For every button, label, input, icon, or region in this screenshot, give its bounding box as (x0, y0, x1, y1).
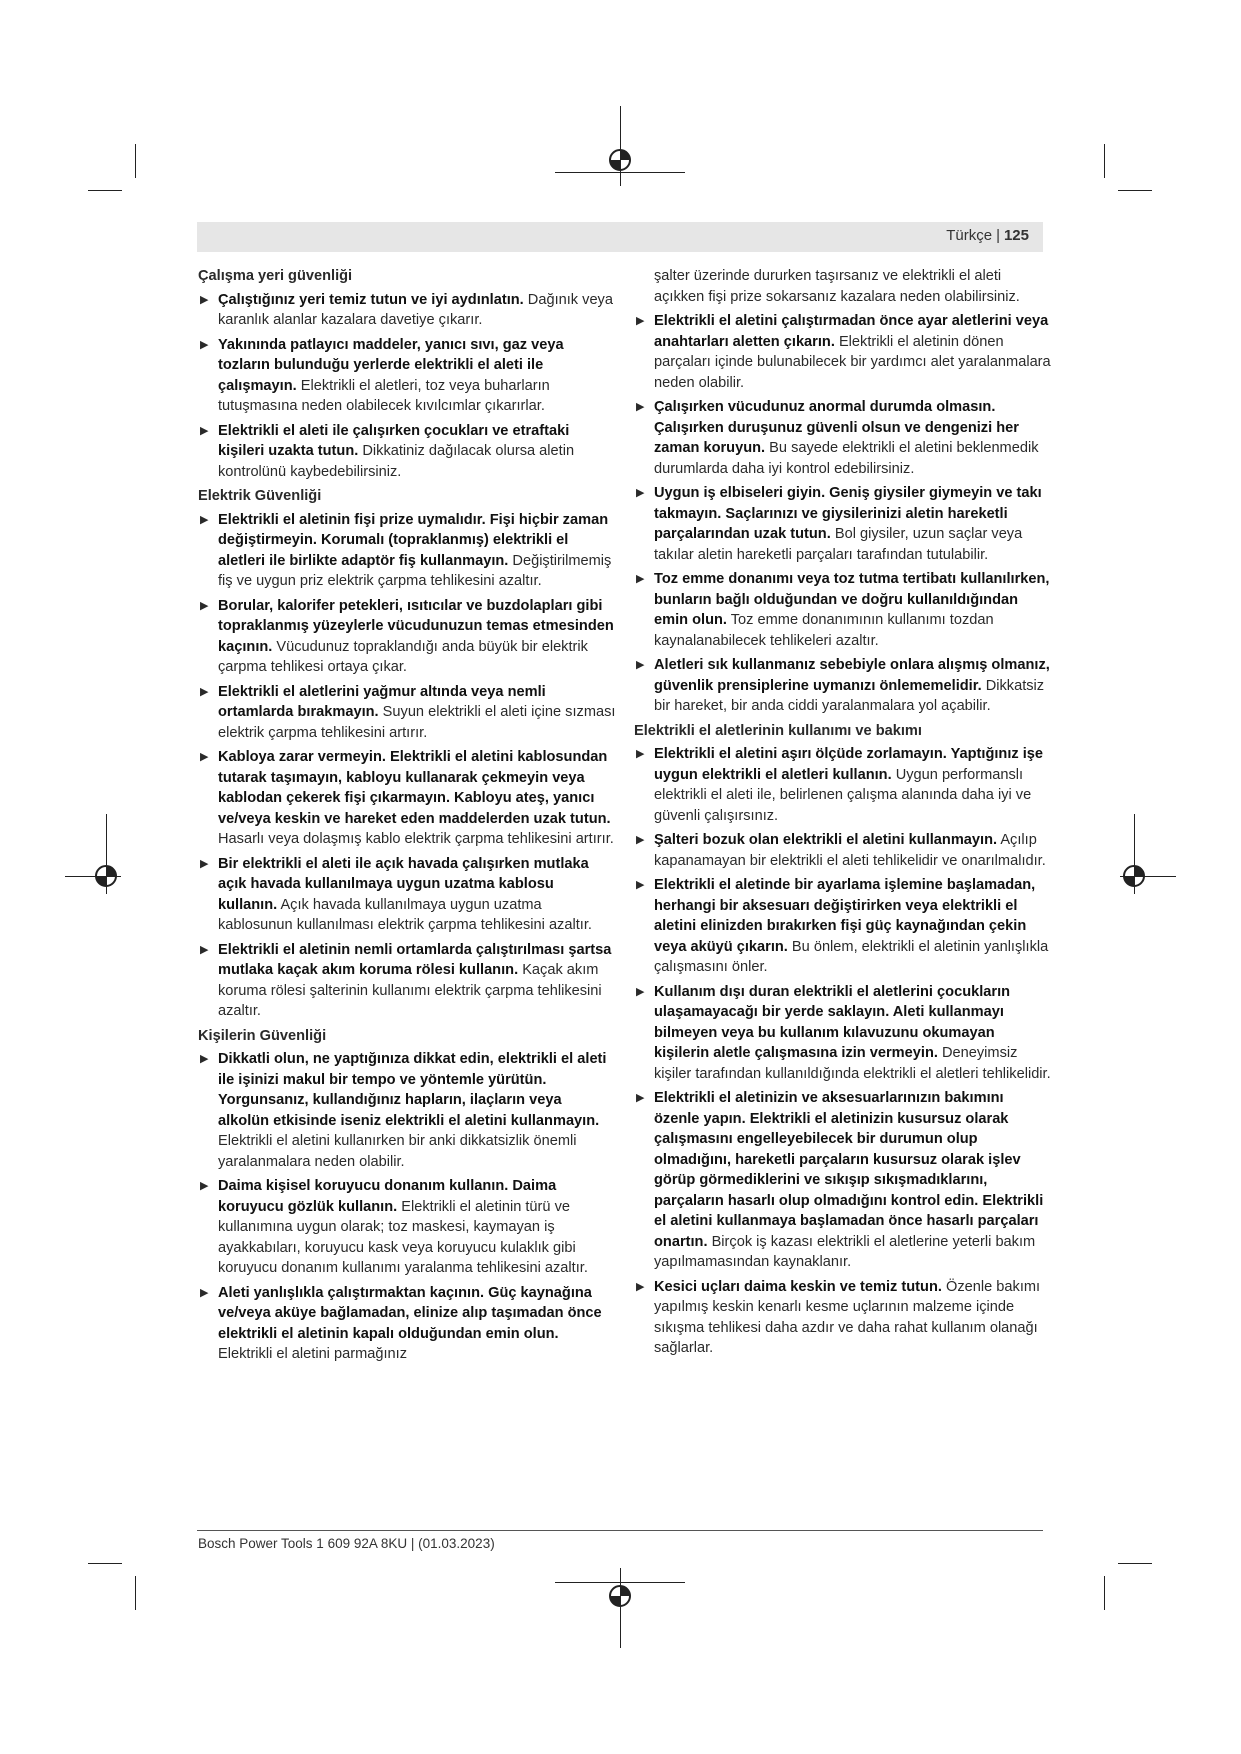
item-explanation: Bol giysiler, uzun saçlar veya takılar aletin hareketli parçaları tarafından tutulabilir. (654, 526, 1023, 563)
crop-mark-bottom-left-h (88, 1563, 122, 1564)
crosshair-icon (1120, 862, 1148, 890)
item-warning: Çalışırken vücudunuz anormal durumda olmasın. Çalışırken duruşunuz güvenli olsun ve dengenizi her zaman koruyun. (654, 399, 1019, 456)
triangle-right-icon: ▶ (636, 487, 645, 499)
triangle-right-icon: ▶ (200, 685, 209, 698)
item-explanation: Elektrikli el aletinin dönen parçaları içinde bulunabilecek bir yardımcı alet yaralanmalara neden olabilir. (654, 333, 1051, 391)
item-explanation: Elektrikli el aletini kullanırken bir anki dikkatsizlik önemli yaralanmalara neden olabilir. (218, 1133, 577, 1170)
crop-mark-top-right-v (1104, 144, 1105, 178)
item-warning: Dikkatli olun, ne yaptığınıza dikkat edin, elektrikli el aleti ile işinizi makul bir tempo ve yöntemle yürütün. Yorgunsanız, kullandığınız hapların, ilaçların veya alkolün etkisinde iseniz elektrikli el aletini kullanmayın. (218, 1051, 607, 1129)
section-title: Çalışma yeri güvenliği (198, 268, 353, 284)
triangle-right-icon: ▶ (200, 1053, 209, 1065)
item-warning: Elektrikli el aletinin nemli ortamlarda çalıştırılması şartsa mutlaka kaçak akım koruma rölesi kullanın. (218, 941, 612, 978)
item-explanation: Bu sayede elektrikli el aletini beklenmedik durumlarda daha iyi kontrol edebilirsiniz. (654, 440, 1039, 477)
item-explanation: Özenle bakımı yapılmış keskin kenarlı kesme uçlarının malzeme içinde sıkışma tehlikesi daha azdır ve daha rahat kullanım olanağı sağlarlar. (654, 1278, 1041, 1356)
safety-item (198, 940, 616, 1022)
triangle-right-icon: ▶ (200, 599, 209, 612)
safety-item (634, 655, 1052, 717)
header-language: Türkçe (946, 227, 993, 244)
item-warning: Aletleri sık kullanmanız sebebiyle onlara alışmış olmanız, güvenlik prensiplerine uymanızı önlememelidir. (654, 657, 1050, 694)
triangle-right-icon: ▶ (200, 751, 209, 763)
item-warning: Bir elektrikli el aleti ile açık havada çalışırken mutlaka açık havada kullanılmaya uygun uzatma kablosu kullanın. (218, 855, 589, 913)
safety-item (634, 1277, 1052, 1359)
item-warning: Borular, kalorifer petekleri, ısıtıcılar ve buzdolapları gibi topraklanmış yüzeylerle vücudunuzun temas etmesinden kaçının. (218, 597, 614, 655)
item-warning: Elektrikli el aletini çalıştırmadan önce ayar aletlerini veya anahtarları aletten çıkarın. (654, 313, 1049, 350)
item-explanation: Toz emme donanımının kullanımı tozdan kaynalanabilecek tehlikeleri azaltır. (654, 612, 994, 649)
triangle-right-icon: ▶ (636, 401, 645, 413)
item-explanation: Dikkatsiz bir hareket, bir anda ciddi yaralanmalara yol açabilir. (654, 677, 1045, 714)
item-explanation: Bu önlem, elektrikli el aletinin yanlışlıkla çalışmasını önler. (654, 938, 1049, 975)
triangle-right-icon: ▶ (636, 315, 645, 327)
triangle-right-icon: ▶ (200, 857, 209, 870)
safety-item (198, 510, 616, 592)
triangle-right-icon: ▶ (636, 573, 645, 585)
right-column (634, 266, 1052, 1363)
triangle-right-icon: ▶ (636, 834, 645, 846)
item-explanation: Elektrikli el aletinin türü ve kullanımına uygun olarak; toz maskesi, kaymayan iş ayakkabıları, koruyucu kask veya koruyucu kulaklık gibi koruyucu donanım kullanımı yaralanma tehlikesini azaltır. (218, 1198, 588, 1276)
safety-item (634, 397, 1052, 479)
item-warning: Uygun iş elbiseleri giyin. Geniş giysiler giymeyin ve takı takmayın. Saçlarınızı ve giysilerinizi aletin hareketli parçalarından uzak tutun. (654, 485, 1042, 542)
item-explanation: Kaçak akım koruma rölesi şalterinin kullanımı elektrik çarpma tehlikesini azaltır. (218, 962, 602, 1019)
item-warning: Çalıştığınız yeri temiz tutun ve iyi aydınlatın. (218, 291, 524, 308)
item-warning: Elektrikli el aleti ile çalışırken çocukları ve etraftaki kişileri uzakta tutun. (218, 422, 570, 459)
triangle-right-icon: ▶ (636, 748, 645, 760)
item-explanation: Deneyimsiz kişiler tarafından kullanıldığında elektrikli el aletleri tehlikelidir. (654, 1045, 1051, 1082)
item-warning: Kabloya zarar vermeyin. Elektrikli el aletini kablosundan tutarak taşımayın, kabloyu kullanarak çekmeyin veya kablodan çekerek fişi çıkarmayın. Kabloyu ateş, yanıcı ve/veya keskin ve hareket eden maddelerden uzak tutun. (218, 749, 611, 827)
item-explanation: Değiştirilmemiş fiş ve uygun priz elektrik çarpma tehlikesini azaltır. (218, 552, 612, 589)
item-explanation: Dağınık veya karanlık alanlar kazalara davetiye çıkarır. (218, 291, 613, 328)
item-warning: Elektrikli el aletlerini yağmur altında veya nemli ortamlarda bırakmayın. (218, 683, 546, 720)
section-title: Elektrikli el aletlerinin kullanımı ve bakımı (634, 722, 922, 739)
item-warning: Elektrikli el aletinin fişi prize uymalıdır. Fişi hiçbir zaman değiştirmeyin. Korumalı (topraklanmış) elektrikli el aletleri ile birlikte adaptör fiş kullanmayın. (218, 511, 609, 569)
item-explanation: Vücudunuz topraklandığı anda büyük bir elektrik çarpma tehlikesi ortaya çıkar. (218, 638, 588, 675)
triangle-right-icon: ▶ (636, 1092, 645, 1104)
safety-item (198, 854, 616, 936)
item-warning: Toz emme donanımı veya toz tutma tertibatı kullanılırken, bunların bağlı olduğundan ve doğru kullanıldığından emin olun. (654, 571, 1050, 628)
item-warning: Elektrikli el aletini aşırı ölçüde zorlamayın. Yaptığınız işe uygun elektrikli el aletleri kullanın. (654, 746, 1044, 783)
safety-item (634, 830, 1052, 871)
item-explanation: Hasarlı veya dolaşmış kablo elektrik çarpma tehlikesini artırır. (218, 831, 614, 847)
crop-mark-bottom-right-h (1118, 1563, 1152, 1564)
item-explanation: Dikkatiniz dağılacak olursa aletin kontrolünü kaybedebilirsiniz. (218, 443, 575, 480)
safety-item (634, 311, 1052, 393)
section-title: Kişilerin Güvenliği (198, 1027, 327, 1044)
item-explanation: Elektrikli el aletini parmağınız (218, 1346, 407, 1362)
safety-item (198, 596, 616, 678)
item-warning: Elektrikli el aletinde bir ayarlama işlemine başlamadan, herhangi bir aksesuarı değiştirirken veya elektrikli el aletini elinizden bırakırken fişi güç kaynağından çekin veya aküyü çıkarın. (654, 877, 1036, 955)
safety-item (198, 1176, 616, 1279)
continued-text: şalter üzerinde dururken taşırsanız ve elektrikli el aleti açıkken fişi prize sokarsanız kazalara neden olabilirsiniz. (654, 268, 1020, 305)
safety-item (198, 1283, 616, 1365)
crosshair-icon (606, 1582, 634, 1610)
crop-mark-top-left-h (88, 190, 122, 191)
safety-item (198, 335, 616, 417)
item-warning: Kullanım dışı duran elektrikli el aletlerini çocukların ulaşamayacağı bir yerde saklayın. Aleti kullanmayı bilmeyen veya bu kullanım kılavuzunu okumayan kişilerin aletle çalışmasına izin vermeyin. (654, 983, 1011, 1061)
crop-mark-bottom-right-v (1104, 1576, 1105, 1610)
triangle-right-icon: ▶ (636, 985, 645, 998)
page-number: 125 (1003, 227, 1029, 244)
item-warning: Şalteri bozuk olan elektrikli el aletini kullanmayın. (654, 832, 998, 848)
page-header (197, 222, 1043, 252)
item-warning: Elektrikli el aletinizin ve aksesuarlarınızın bakımını özenle yapın. Elektrikli el aletinizin kusursuz olarak çalışmasını engelleyebilecek bir durumun olup olmadığını, hareketli parçaların kusursuz olarak işlev görüp görmediklerini ve sıkışıp sıkışmadıklarını, parçaların hasarlı olup olmadığını kontrol edin. Elektrikli el aletini kullanmaya başlamadan önce hasarlı parçaları onartın. (654, 1090, 1044, 1250)
left-column (198, 266, 616, 1369)
triangle-right-icon: ▶ (200, 1286, 209, 1299)
section-title: Elektrik Güvenliği (198, 488, 322, 504)
crosshair-icon (606, 146, 634, 174)
triangle-right-icon: ▶ (636, 1280, 645, 1293)
item-warning: Aleti yanlışlıkla çalıştırmaktan kaçının. Güç kaynağına ve/veya aküye bağlamadan, elinize alıp taşımadan önce elektrikli el aletinin kapalı olduğundan emin olun. (218, 1284, 602, 1342)
safety-item (198, 290, 616, 331)
item-explanation: Elektrikli el aletleri, toz veya buharların tutuşmasına neden olabilecek kıvılcımlar çıkarırlar. (218, 377, 550, 414)
safety-item (634, 744, 1052, 826)
item-explanation: Uygun performanslı elektrikli el aleti ile, belirlenen çalışma alanında daha iyi ve güvenli çalışırsınız. (654, 766, 1032, 824)
triangle-right-icon: ▶ (200, 293, 209, 306)
item-warning: Kesici uçları daima keskin ve temiz tutun. (654, 1278, 942, 1295)
item-warning: Daima kişisel koruyucu donanım kullanın. Daima koruyucu gözlük kullanın. (218, 1178, 557, 1215)
crosshair-icon (92, 862, 120, 890)
safety-item (634, 875, 1052, 978)
triangle-right-icon: ▶ (200, 1180, 209, 1192)
footer-rule (197, 1530, 1043, 1531)
safety-item (198, 421, 616, 483)
crop-mark-top-right-h (1118, 190, 1152, 191)
header-separator: | (996, 227, 1000, 244)
header-text (946, 227, 1029, 244)
crop-mark-top-left-v (135, 144, 136, 178)
item-explanation: Birçok iş kazası elektrikli el aletlerine yeterli bakım yapılmamasından kaynaklanır. (654, 1233, 1036, 1270)
safety-item (198, 1049, 616, 1172)
triangle-right-icon: ▶ (200, 943, 209, 956)
triangle-right-icon: ▶ (636, 879, 645, 891)
crop-mark-bottom-left-v (135, 1576, 136, 1610)
safety-item (198, 682, 616, 744)
safety-item (634, 483, 1052, 565)
triangle-right-icon: ▶ (200, 338, 209, 351)
safety-item (634, 569, 1052, 651)
item-explanation: Suyun elektrikli el aleti içine sızması elektrik çarpma tehlikesini artırır. (218, 704, 616, 741)
triangle-right-icon: ▶ (200, 513, 209, 526)
safety-item (634, 1088, 1052, 1273)
triangle-right-icon: ▶ (636, 659, 645, 671)
triangle-right-icon: ▶ (200, 424, 209, 437)
item-warning: Yakınında patlayıcı maddeler, yanıcı sıvı, gaz veya tozların bulunduğu yerlerde elektrikli el aleti ile çalışmayın. (218, 336, 564, 394)
safety-item (634, 982, 1052, 1085)
safety-item (198, 747, 616, 850)
item-explanation: Açık havada kullanılmaya uygun uzatma kablosunun kullanılması elektrik çarpma tehlikesini azaltır. (218, 896, 592, 933)
page-footer: Bosch Power Tools 1 609 92A 8KU | (01.03.2023) (198, 1536, 495, 1551)
item-explanation: Açılıp kapanamayan bir elektrikli el aleti tehlikelidir ve onarılmalıdır. (654, 832, 1046, 869)
